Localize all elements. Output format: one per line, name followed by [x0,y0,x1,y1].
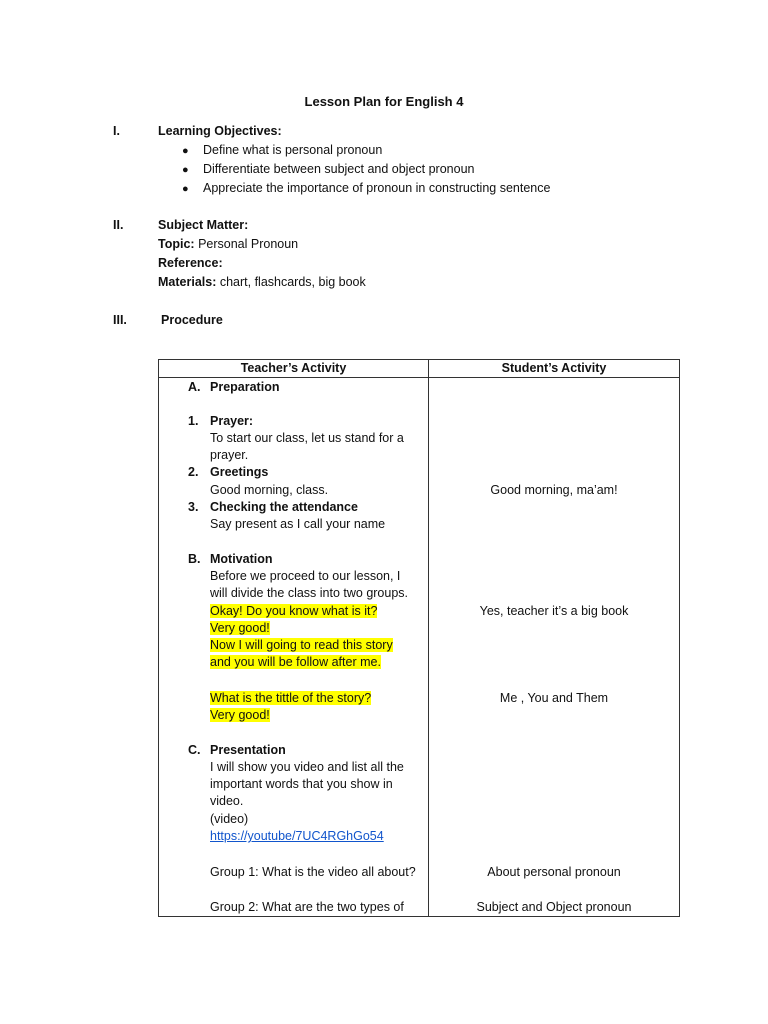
teacher-line: prayer. [210,448,249,462]
teacher-activity-header: Teacher’s Activity [159,360,429,378]
teacher-line: Group 1: What is the video all about? [210,865,416,879]
step-heading: Checking the attendance [210,500,358,514]
table-header-row [159,360,680,378]
highlighted-line: Okay! Do you know what is it? [210,604,378,618]
student-response: Good morning, ma’am! [490,483,618,497]
teacher-line: Say present as I call your name [210,517,386,531]
step-heading: Motivation [210,552,273,566]
student-activity-cell [429,378,680,917]
table-row [159,378,680,917]
step-number: 2. [188,465,199,479]
teacher-line: Before we proceed to our lesson, I [210,569,401,583]
student-response: About personal pronoun [487,865,621,879]
teacher-line: Group 2: What are the two types of [210,900,404,914]
step-number: 3. [188,500,199,514]
step-letter: B. [188,552,201,566]
bullet-icon: ● [182,164,189,176]
student-activity-header: Student’s Activity [429,360,680,378]
student-response: Yes, teacher it’s a big book [479,604,629,618]
highlighted-line: Very good! [210,621,270,635]
bullet-icon: ● [182,183,189,195]
step-heading: Preparation [210,380,280,394]
section-1-number: I. [113,124,120,138]
section-2-heading: Subject Matter: [158,218,249,232]
step-heading: Greetings [210,465,269,479]
topic-line: Topic: Personal Pronoun [158,237,299,251]
highlighted-line: What is the tittle of the story? [210,691,372,705]
step-heading: Prayer: [210,414,254,428]
video-link[interactable]: https://youtube/7UC4RGhGo54 [210,829,384,843]
materials-line: Materials: chart, flashcards, big book [158,275,366,289]
highlighted-line: and you will be follow after me. [210,655,381,669]
objective-item: ● Differentiate between subject and object pronoun [182,162,475,176]
teacher-line: video. [210,794,244,808]
teacher-line: To start our class, let us stand for a [210,431,404,445]
objective-item: ● Appreciate the importance of pronoun in constructing sentence [182,181,551,195]
step-heading: Presentation [210,743,286,757]
section-1-heading: Learning Objectives: [158,124,282,138]
section-3-heading: Procedure [161,313,223,327]
procedure-table [158,359,680,917]
highlighted-line: Very good! [210,708,270,722]
section-2-number: II. [113,218,124,232]
teacher-line: important words that you show in [210,777,393,791]
objective-item: ● Define what is personal pronoun [182,143,383,157]
teacher-activity-cell [159,378,429,917]
teacher-line: will divide the class into two groups. [210,586,409,600]
teacher-line: (video) [210,812,249,826]
step-letter: A. [188,380,201,394]
step-number: 1. [188,414,199,428]
highlighted-line: Now I will going to read this story [210,638,393,652]
teacher-line: Good morning, class. [210,483,329,497]
section-3-number: III. [113,313,127,327]
reference-line: Reference: [158,256,223,270]
student-response: Subject and Object pronoun [476,900,632,914]
bullet-icon: ● [182,145,189,157]
student-response: Me , You and Them [499,691,609,705]
step-letter: C. [188,743,201,757]
teacher-line: I will show you video and list all the [210,760,404,774]
document-title: Lesson Plan for English 4 [304,94,464,109]
